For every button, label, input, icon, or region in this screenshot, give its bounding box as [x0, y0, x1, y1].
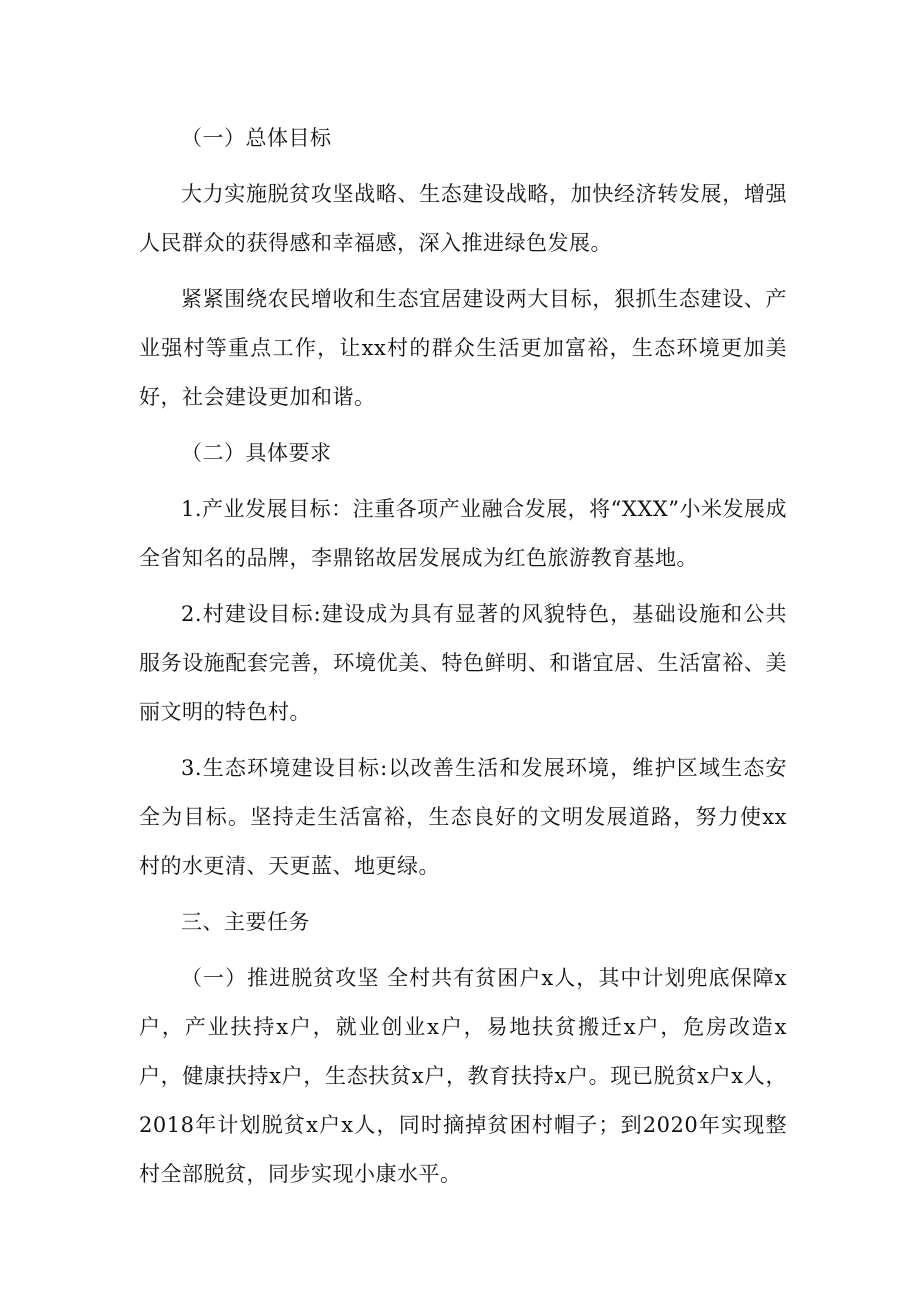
- paragraph-ecology-goal: 3.生态环境建设目标:以改善生活和发展环境，维护区域生态安全为目标。坚持走生活富裕，生态良好的文明发展道路，努力使xx村的水更清、天更蓝、地更绿。: [139, 756, 787, 878]
- paragraph-village-goal: 2.村建设目标:建设成为具有显著的风貌特色，基础设施和公共服务设施配套完善，环境优美、特色鲜明、和谐宜居、生活富裕、美丽文明的特色村。: [139, 602, 787, 724]
- section-heading-main-tasks: 三、主要任务: [181, 910, 310, 934]
- document-body: [139, 114, 787, 1199]
- paragraph-poverty-alleviation: （一）推进脱贫攻坚 全村共有贫困户x人，其中计划兜底保障x户，产业扶持x户，就业创业x户，易地扶贫搬迁x户，危房改造x户，健康扶持x户，生态扶贫x户，教育扶持x户。现已脱贫x户x人，2018年计划脱贫x户x人，同时摘掉贫困村帽子；到2020年实现整村全部脱贫，同步实现小康水平。: [139, 966, 787, 1186]
- paragraph-industry-goal: 1.产业发展目标：注重各项产业融合发展，将“XXX”小米发展成全省知名的品牌，李鼎铭故居发展成为红色旅游教育基地。: [139, 497, 787, 570]
- section-heading-overall-goal: （一）总体目标: [181, 126, 332, 150]
- section-heading-specific-requirements: （二）具体要求: [181, 441, 332, 465]
- paragraph-overall-goal-1: 大力实施脱贫攻坚战略、生态建设战略，加快经济转发展，增强人民群众的获得感和幸福感，深入推进绿色发展。: [139, 182, 787, 255]
- paragraph-overall-goal-2: 紧紧围绕农民增收和生态宜居建设两大目标，狠抓生态建设、产业强村等重点工作，让xx村的群众生活更加富裕，生态环境更加美好，社会建设更加和谐。: [139, 287, 787, 409]
